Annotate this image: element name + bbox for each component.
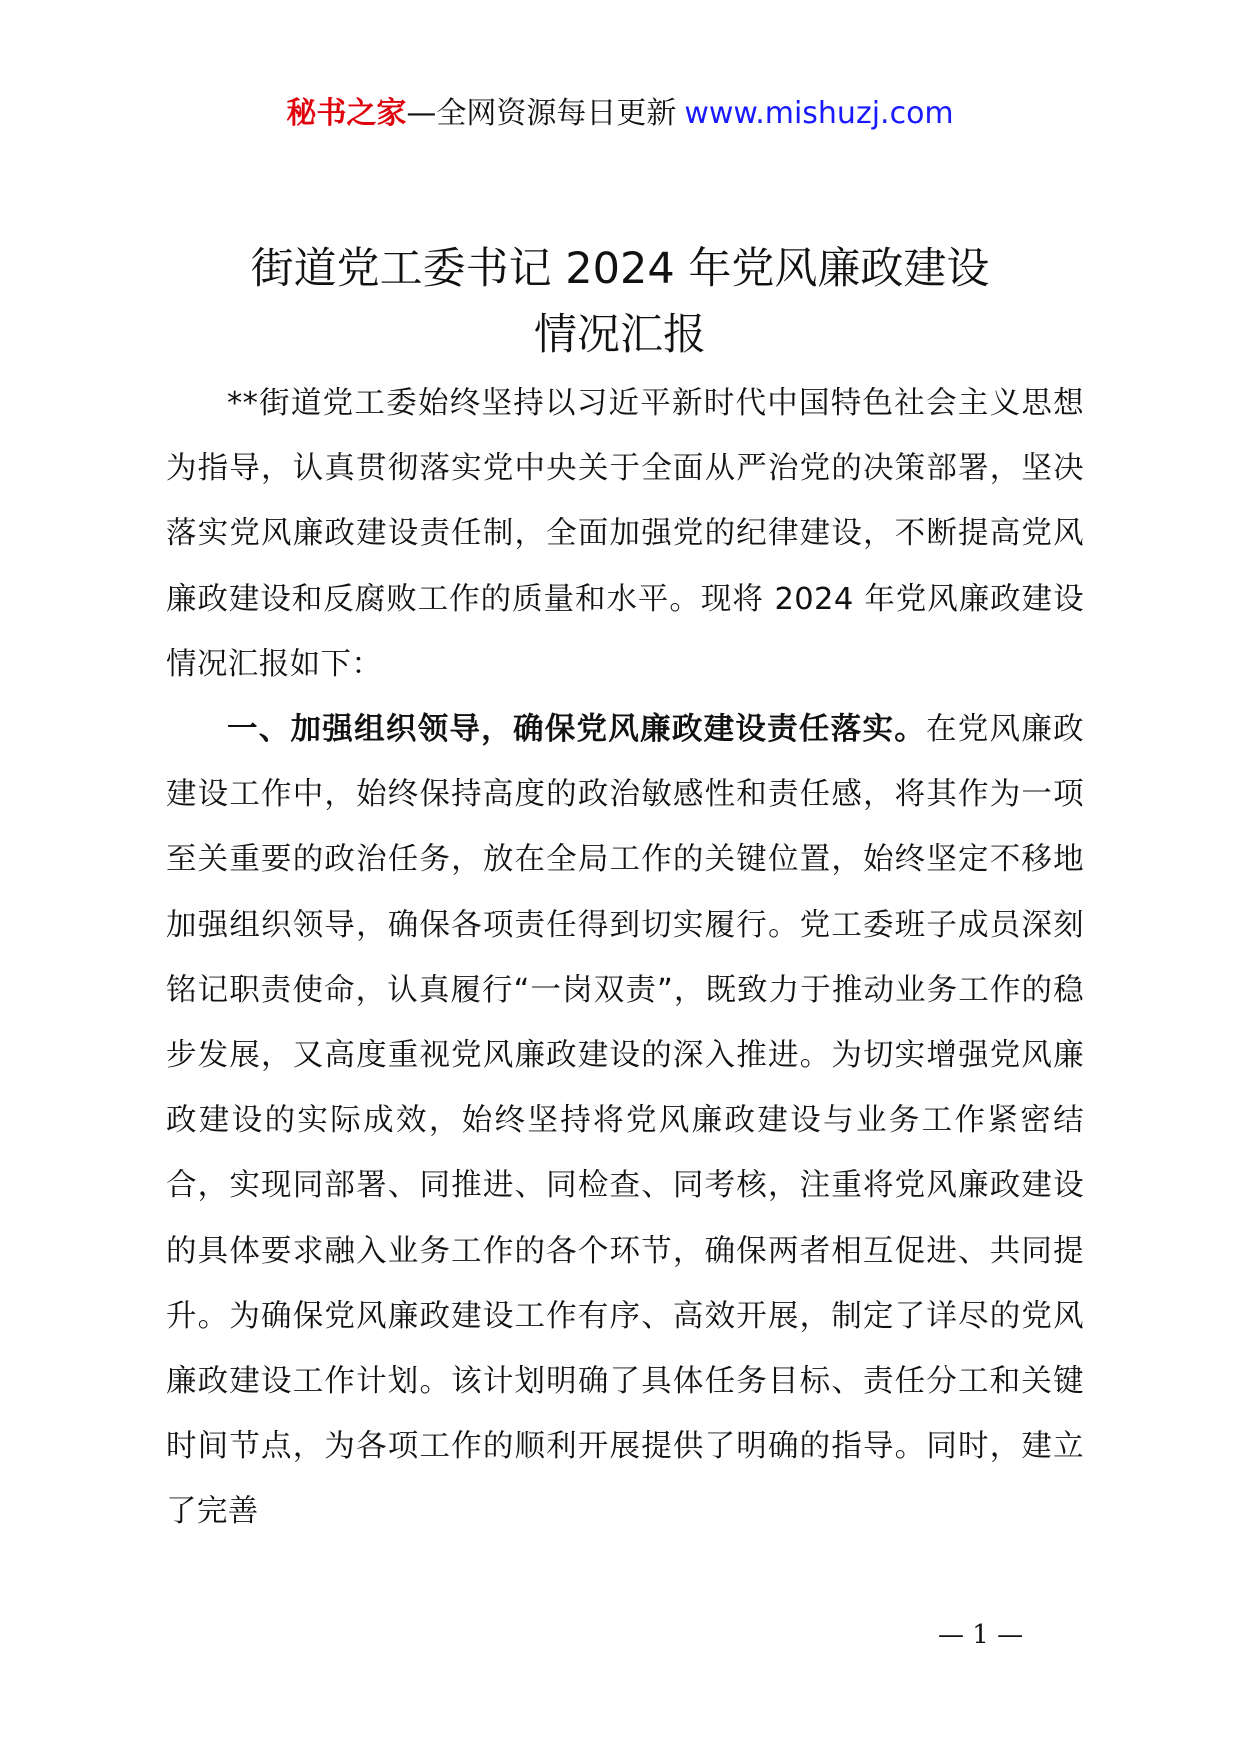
site-url-link[interactable]: www.mishuzj.com [684,96,954,131]
document-body [166,371,1084,1545]
site-header [0,94,1240,134]
document-title [0,236,1240,368]
section-1-body: 在党风廉政建设工作中，始终保持高度的政治敏感性和责任感，将其作为一项至关重要的政治任务，放在全局工作的关键位置，始终坚定不移地加强组织领导，确保各项责任得到切实履行。党工委班子成员深刻铭记职责使命，认真履行“一岗双责”，既致力于推动业务工作的稳步发展，又高度重视党风廉政建设的深入推进。为切实增强党风廉政建设的实际成效，始终坚持将党风廉政建设与业务工作紧密结合，实现同部署、同推进、同检查、同考核，注重将党风廉政建设的具体要求融入业务工作的各个环节，确保两者相互促进、共同提升。为确保党风廉政建设工作有序、高效开展，制定了详尽的党风廉政建设工作计划。该计划明确了具体任务目标、责任分工和关键时间节点，为各项工作的顺利开展提供了明确的指导。同时，建立了完善 [166,712,1084,1530]
intro-paragraph: **街道党工委始终坚持以习近平新时代中国特色社会主义思想为指导，认真贯彻落实党中央关于全面从严治党的决策部署，坚决落实党风廉政建设责任制，全面加强党的纪律建设，不断提高党风廉政建设和反腐败工作的质量和水平。现将 2024 年党风廉政建设情况汇报如下： [166,386,1084,682]
title-line-2: 情况汇报 [534,310,706,360]
section-1-paragraph [166,697,1084,1545]
brand-name: 秘书之家 [286,96,407,131]
header-tagline: —全网资源每日更新 [406,96,677,131]
title-line-1: 街道党工委书记 2024 年党风廉政建设 [250,244,990,294]
section-1-heading: 一、加强组织领导，确保党风廉政建设责任落实。 [227,712,926,748]
page-number: — 1 — [938,1620,1024,1650]
